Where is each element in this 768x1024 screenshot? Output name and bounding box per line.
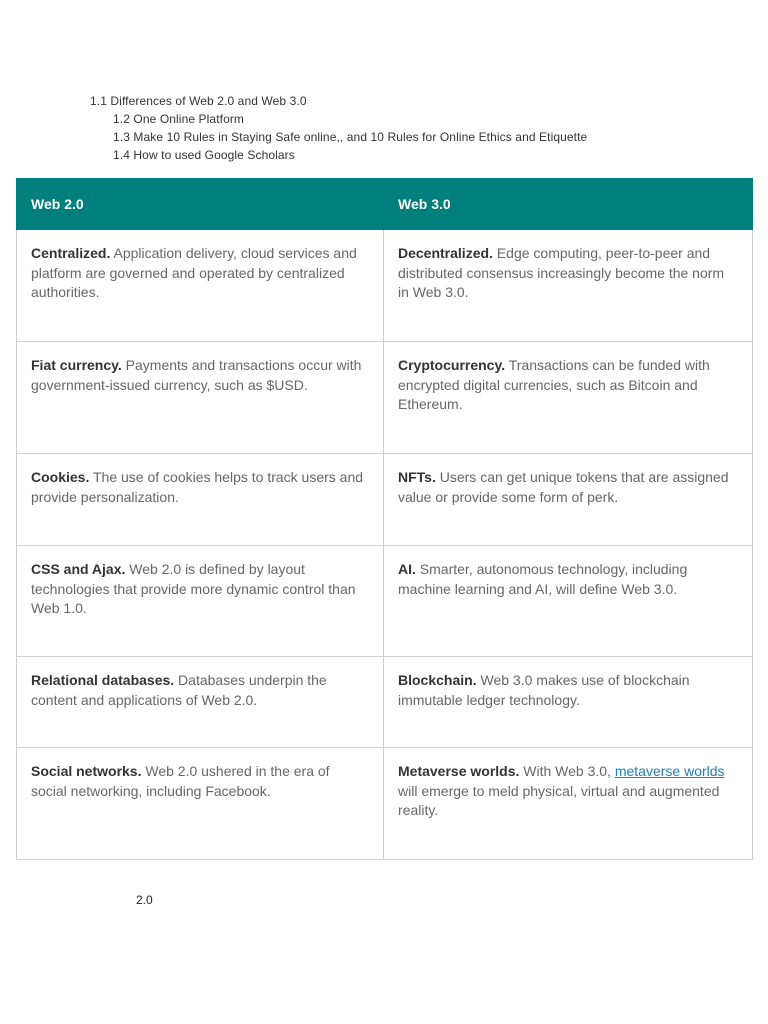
term: AI. (398, 561, 416, 577)
description: With Web 3.0, (519, 763, 615, 779)
header-web-3: Web 3.0 (384, 179, 753, 230)
description: Edge computing, peer-to-peer and distributed consensus increasingly become the norm in Web 3.0. (398, 245, 725, 300)
description: will emerge to meld physical, virtual and augmented reality. (398, 782, 720, 818)
description: Web 2.0 ushered in the era of social networking, including Facebook. (31, 763, 330, 799)
term: NFTs. (398, 469, 436, 485)
description: Databases underpin the content and applications of Web 2.0. (31, 672, 327, 708)
table-row (17, 546, 753, 657)
term: Blockchain. (398, 672, 477, 688)
term: Relational databases. (31, 672, 175, 688)
toc-item-1-3: 1.3 Make 10 Rules in Staying Safe online,, and 10 Rules for Online Ethics and Etiquette (113, 130, 588, 144)
web2-cell (17, 454, 384, 546)
web3-cell (384, 546, 753, 657)
web2-cell (17, 546, 384, 657)
web3-cell (384, 748, 753, 860)
toc-item-1-4: 1.4 How to used Google Scholars (113, 148, 295, 162)
metaverse-worlds-link[interactable]: metaverse worlds (614, 763, 725, 779)
table-row (17, 230, 753, 342)
toc-item-1-2: 1.2 One Online Platform (113, 112, 245, 126)
term: Fiat currency. (31, 357, 122, 373)
description: Payments and transactions occur with government-issued currency, such as $USD. (31, 357, 362, 393)
description: Transactions can be funded with encrypted digital currencies, such as Bitcoin and Ethereum. (398, 357, 710, 412)
table-row (17, 657, 753, 748)
table-row (17, 454, 753, 546)
description: Web 2.0 is defined by layout technologies that provide more dynamic control than Web 1.0. (31, 561, 356, 616)
web2-cell (17, 230, 384, 342)
web2-cell (17, 657, 384, 748)
description: The use of cookies helps to track users and provide personalization. (31, 469, 364, 505)
footer-text: 2.0 (136, 893, 153, 907)
table-row (17, 748, 753, 860)
web3-cell (384, 342, 753, 454)
toc-item-1-1: 1.1 Differences of Web 2.0 and Web 3.0 (90, 94, 307, 108)
description: Users can get unique tokens that are assigned value or provide some form of perk. (398, 469, 729, 505)
web3-cell (384, 230, 753, 342)
description: Web 3.0 makes use of blockchain immutable ledger technology. (398, 672, 690, 708)
term: Metaverse worlds. (398, 763, 520, 779)
table-of-contents (0, 92, 768, 164)
web2-cell (17, 748, 384, 860)
web3-cell (384, 454, 753, 546)
description: Application delivery, cloud services and platform are governed and operated by centralized authorities. (31, 245, 357, 300)
term: CSS and Ajax. (31, 561, 126, 577)
table-header-row (17, 179, 753, 230)
table-row (17, 342, 753, 454)
web2-cell (17, 342, 384, 454)
header-web-2: Web 2.0 (17, 179, 384, 230)
term: Cryptocurrency. (398, 357, 506, 373)
term: Decentralized. (398, 245, 493, 261)
term: Social networks. (31, 763, 142, 779)
term: Centralized. (31, 245, 111, 261)
web-comparison-table (16, 178, 753, 860)
term: Cookies. (31, 469, 90, 485)
description: Smarter, autonomous technology, including machine learning and AI, will define Web 3.0. (398, 561, 688, 597)
web3-cell (384, 657, 753, 748)
